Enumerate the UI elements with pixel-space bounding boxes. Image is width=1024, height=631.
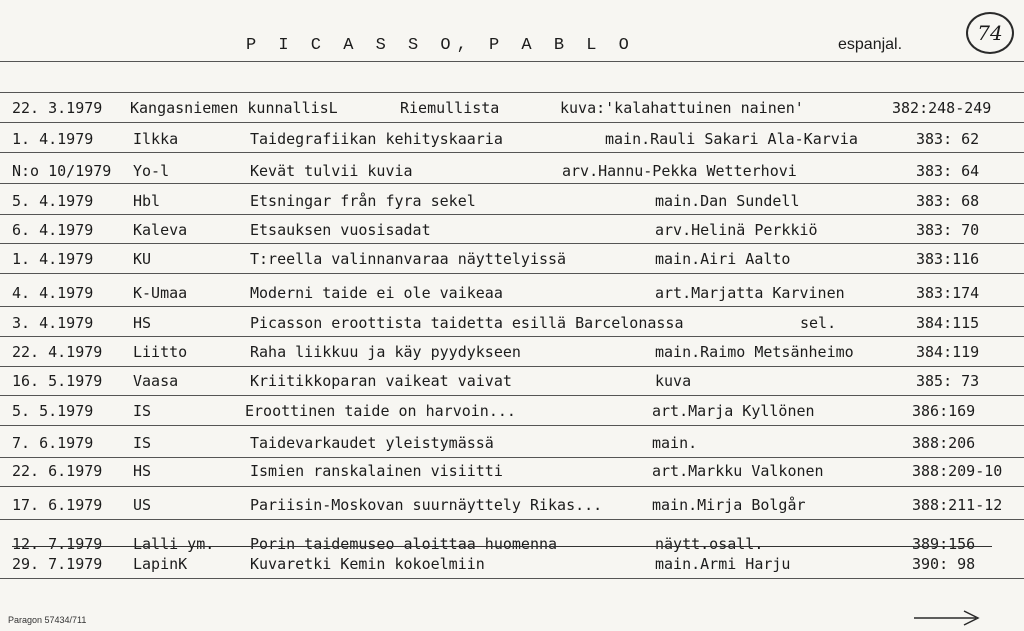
- row-rule: [0, 243, 1024, 244]
- entry-paper: Yo-l: [133, 162, 170, 180]
- entry-row: [0, 162, 1024, 184]
- row-rule: [0, 486, 1024, 487]
- entry-ref: 386:169: [912, 402, 976, 420]
- entry-title: Etsauksen vuosisadat: [250, 221, 431, 239]
- entry-title: Pariisin-Moskovan suurnäyttely Rikas...: [250, 496, 603, 514]
- card-title: P I C A S S O, P A B L O: [246, 36, 635, 55]
- entry-row: [0, 192, 1024, 214]
- entry-title: Taidevarkaudet yleistymässä: [250, 434, 494, 452]
- entry-paper: IS: [133, 402, 152, 420]
- row-rule: [0, 519, 1024, 520]
- entry-row: [0, 130, 1024, 152]
- row-rule: [0, 273, 1024, 274]
- entry-date: 1. 4.1979: [12, 250, 94, 268]
- entry-title: Etsningar från fyra sekel: [250, 192, 476, 210]
- entry-date: 7. 6.1979: [12, 434, 94, 452]
- entry-author: art.Marjatta Karvinen: [655, 284, 845, 302]
- entry-row: [0, 250, 1024, 272]
- entry-author: sel.: [800, 314, 837, 332]
- entry-date: 4. 4.1979: [12, 284, 94, 302]
- entry-date: 1. 4.1979: [12, 130, 94, 148]
- row-rule: [0, 578, 1024, 579]
- entry-row: [0, 372, 1024, 394]
- entry-paper: Kangasniemen kunnallisL: [130, 99, 338, 117]
- language-label: espanjal.: [838, 36, 903, 53]
- entry-row: [0, 284, 1024, 306]
- entry-author: art.Marja Kyllönen: [652, 402, 815, 420]
- entry-ref: 383: 62: [916, 130, 980, 148]
- entry-ref: 383: 68: [916, 192, 980, 210]
- entry-author: arv.Hannu-Pekka Wetterhovi: [562, 162, 797, 180]
- entry-title: Raha liikkuu ja käy pyydykseen: [250, 343, 521, 361]
- row-rule: [0, 214, 1024, 215]
- entry-paper: LapinK: [133, 555, 188, 573]
- entry-paper: Lalli ym.: [133, 535, 215, 553]
- entry-row: [0, 343, 1024, 365]
- entry-author: arv.Helinä Perkkiö: [655, 221, 818, 239]
- entry-ref: 388:211-12: [912, 496, 1003, 514]
- entry-title: T:reella valinnanvaraa näyttelyissä: [250, 250, 567, 268]
- entry-row: [0, 314, 1024, 336]
- row-rule: [0, 366, 1024, 367]
- entry-paper: Liitto: [133, 343, 188, 361]
- entry-title: Kevät tulvii kuvia: [250, 162, 413, 180]
- header-rule: [0, 61, 1024, 62]
- entry-author: kuva:'kalahattuinen nainen': [560, 99, 804, 117]
- entry-ref: 389:156: [912, 535, 976, 553]
- entry-author: näytt.osall.: [655, 535, 764, 553]
- entry-title: Porin taidemuseo aloittaa huomenna: [250, 535, 558, 553]
- entry-author: main.Dan Sundell: [655, 192, 800, 210]
- entry-author: main.Armi Harju: [655, 555, 791, 573]
- row-rule: [0, 183, 1024, 184]
- entry-date: 29. 7.1979: [12, 555, 103, 573]
- entry-ref: 385: 73: [916, 372, 980, 390]
- entry-paper: HS: [133, 462, 152, 480]
- entry-paper: Vaasa: [133, 372, 179, 390]
- entry-ref: 384:119: [916, 343, 980, 361]
- entry-author: art.Markku Valkonen: [652, 462, 824, 480]
- continue-arrow-icon: [912, 608, 982, 628]
- entry-date: 22. 4.1979: [12, 343, 103, 361]
- entry-date: N:o 10/1979: [12, 162, 112, 180]
- entry-row: [0, 434, 1024, 456]
- entry-date: 17. 6.1979: [12, 496, 103, 514]
- entry-ref: 383:116: [916, 250, 980, 268]
- entry-row-struck: [0, 535, 1024, 557]
- row-rule: [0, 425, 1024, 426]
- entry-paper: US: [133, 496, 152, 514]
- entry-title: Riemullista: [400, 99, 500, 117]
- entry-date: 22. 6.1979: [12, 462, 103, 480]
- entry-date: 22. 3.1979: [12, 99, 103, 117]
- entry-paper: HS: [133, 314, 152, 332]
- entry-date: 12. 7.1979: [12, 535, 103, 553]
- entry-title: Moderni taide ei ole vaikeaa: [250, 284, 503, 302]
- entry-ref: 384:115: [916, 314, 980, 332]
- entry-row: [0, 555, 1024, 577]
- entry-row: [0, 402, 1024, 424]
- header-rule-lower: [0, 92, 1024, 93]
- entry-date: 6. 4.1979: [12, 221, 94, 239]
- entry-title: Kriitikkoparan vaikeat vaivat: [250, 372, 512, 390]
- entry-title: Picasson eroottista taidetta esillä Barcelonassa: [250, 314, 684, 332]
- card-number-stamp: 74: [966, 12, 1014, 54]
- entry-author: main.: [652, 434, 698, 452]
- entry-row: [0, 462, 1024, 484]
- strikethrough-line: [12, 546, 992, 547]
- entry-paper: Kaleva: [133, 221, 188, 239]
- entry-ref: 383:174: [916, 284, 980, 302]
- row-rule: [0, 306, 1024, 307]
- entry-paper: KU: [133, 250, 152, 268]
- entry-paper: IS: [133, 434, 152, 452]
- entry-author: main.Rauli Sakari Ala-Karvia: [605, 130, 858, 148]
- entry-ref: 390: 98: [912, 555, 976, 573]
- printer-mark: Paragon 57434/711: [8, 615, 87, 625]
- entry-date: 16. 5.1979: [12, 372, 103, 390]
- row-rule: [0, 152, 1024, 153]
- entry-ref: 388:206: [912, 434, 976, 452]
- entry-ref: 383: 70: [916, 221, 980, 239]
- entry-row: [0, 221, 1024, 243]
- entry-paper: Hbl: [133, 192, 161, 210]
- entry-ref: 388:209-10: [912, 462, 1003, 480]
- row-rule: [0, 122, 1024, 123]
- row-rule: [0, 395, 1024, 396]
- entry-author: main.Mirja Bolgår: [652, 496, 806, 514]
- entry-date: 5. 4.1979: [12, 192, 94, 210]
- entry-paper: K-Umaa: [133, 284, 188, 302]
- entry-author: main.Airi Aalto: [655, 250, 791, 268]
- entry-paper: Ilkka: [133, 130, 179, 148]
- entry-row: [0, 496, 1024, 518]
- entry-title: Eroottinen taide on harvoin...: [245, 402, 516, 420]
- entry-author: main.Raimo Metsänheimo: [655, 343, 854, 361]
- entry-ref: 382:248-249: [892, 99, 992, 117]
- entry-title: Taidegrafiikan kehityskaaria: [250, 130, 503, 148]
- row-rule: [0, 457, 1024, 458]
- entry-row: [0, 99, 1024, 121]
- entry-title: Kuvaretki Kemin kokoelmiin: [250, 555, 485, 573]
- entry-author: kuva: [655, 372, 692, 390]
- entry-date: 3. 4.1979: [12, 314, 94, 332]
- row-rule: [0, 336, 1024, 337]
- entry-date: 5. 5.1979: [12, 402, 94, 420]
- entry-ref: 383: 64: [916, 162, 980, 180]
- entry-title: Ismien ranskalainen visiitti: [250, 462, 503, 480]
